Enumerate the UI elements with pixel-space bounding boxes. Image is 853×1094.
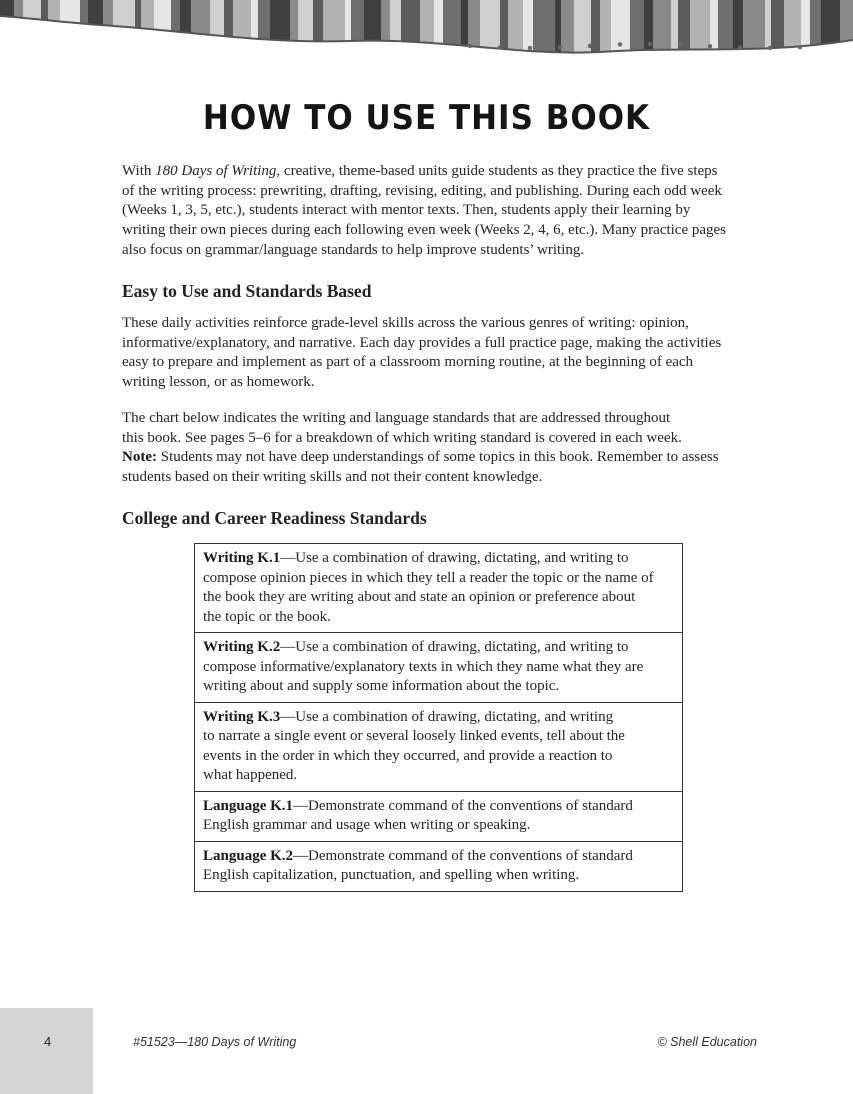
- standard-line: Writing K.3—Use a combination of drawing, dictating, and writing: [203, 708, 614, 725]
- banner-dot: [618, 42, 622, 46]
- intro-line: of the writing process: prewriting, drafting, revising, editing, and publishing. During each odd week: [122, 182, 722, 199]
- standard-line: to narrate a single event or several loosely linked events, tell about the: [203, 728, 625, 744]
- paragraph-line: writing lesson, or as homework.: [122, 374, 315, 391]
- section-heading-standards: College and Career Readiness Standards: [122, 508, 427, 528]
- standard-label: Language K.2: [203, 847, 294, 864]
- note-line: Note: Students may not have deep understandings of some topics in this book. Remember to assess: [122, 449, 719, 466]
- easy-to-use-paragraph: [122, 314, 762, 393]
- intro-line: (Weeks 1, 3, 5, etc.), students interact with mentor texts. Then, students apply their learning by: [122, 202, 691, 219]
- paragraph-line: These daily activities reinforce grade-level skills across the various genres of writing: opinion,: [122, 315, 689, 331]
- banner-dot: [558, 45, 562, 49]
- banner-dot: [798, 45, 802, 49]
- standard-row: [195, 632, 682, 702]
- footer-publisher: © Shell Education: [657, 1035, 757, 1049]
- paragraph-line: easy to prepare and implement as part of a classroom morning routine, at the beginning of each: [122, 354, 694, 371]
- standard-line: Writing K.2—Use a combination of drawing, dictating, and writing to: [203, 639, 629, 655]
- standard-line: English capitalization, punctuation, and spelling when writing.: [203, 867, 580, 883]
- paragraph-line: students based on their writing skills and not their content knowledge.: [122, 469, 543, 486]
- standard-line: Writing K.1—Use a combination of drawing, dictating, and writing to: [203, 550, 629, 566]
- standard-row: [195, 841, 682, 891]
- standard-line: the topic or the book.: [203, 608, 331, 625]
- standard-line: what happened.: [203, 767, 298, 783]
- standard-row: [195, 702, 682, 791]
- banner-stripe: [591, 0, 600, 60]
- page-title: HOW TO USE THIS BOOK: [202, 98, 651, 138]
- standard-label: Writing K.1: [203, 550, 281, 566]
- standard-line: writing about and supply some information about the topic.: [203, 678, 560, 694]
- intro-line: writing their own pieces during each following even week (Weeks 2, 4, 6, etc.). Many practice pages: [122, 222, 726, 239]
- banner-dot: [528, 46, 532, 50]
- standard-line: Language K.2—Demonstrate command of the conventions of standard: [203, 847, 633, 864]
- banner-dot: [468, 44, 472, 48]
- standard-line: English grammar and usage when writing or speaking.: [203, 817, 531, 833]
- banner-stripe: [574, 0, 591, 60]
- banner-stripe: [555, 0, 561, 60]
- chart-description-paragraph: [122, 409, 762, 488]
- intro-line: With 180 Days of Writing, creative, theme-based units guide students as they practice the five steps: [122, 163, 718, 179]
- standards-table: [194, 543, 683, 892]
- banner-dot: [678, 43, 682, 47]
- paragraph-line: The chart below indicates the writing and language standards that are addressed throughout: [122, 410, 671, 426]
- intro-line: also focus on grammar/language standards to help improve students’ writing.: [122, 241, 585, 258]
- standard-line: events in the order in which they occurred, and provide a reaction to: [203, 747, 613, 764]
- banner-dot: [588, 44, 592, 48]
- note-label: Note:: [122, 449, 157, 466]
- standard-label: Writing K.2: [203, 639, 281, 655]
- banner-stripe: [561, 0, 574, 60]
- section-heading-easy-to-use: Easy to Use and Standards Based: [122, 281, 372, 301]
- standard-label: Language K.1: [203, 797, 294, 814]
- standard-label: Writing K.3: [203, 708, 281, 725]
- footer-book-title: #51523—180 Days of Writing: [133, 1035, 297, 1049]
- page-number: 4: [44, 1034, 52, 1049]
- standard-row: [195, 791, 682, 841]
- standard-line: the book they are writing about and state an opinion or preference about: [203, 589, 636, 605]
- banner-dot: [768, 46, 772, 50]
- standard-line: compose opinion pieces in which they tell a reader the topic or the name of: [203, 569, 654, 586]
- banner-dot: [498, 45, 502, 49]
- standard-row: [195, 544, 682, 632]
- book-title-emphasis: 180 Days of Writing,: [155, 163, 281, 179]
- banner-dot: [648, 42, 652, 46]
- paragraph-line: this book. See pages 5–6 for a breakdown of which writing standard is covered in each week.: [122, 429, 682, 446]
- banner-dot: [708, 44, 712, 48]
- intro-paragraph: [122, 162, 762, 261]
- page-number-tab: [0, 1008, 93, 1094]
- standard-line: compose informative/explanatory texts in which they name what they are: [203, 658, 644, 675]
- standard-line: Language K.1—Demonstrate command of the conventions of standard: [203, 797, 633, 814]
- banner-dot: [738, 45, 742, 49]
- paragraph-line: informative/explanatory, and narrative. Each day provides a full practice page, making the activities: [122, 334, 722, 351]
- decorative-header-banner: [0, 0, 853, 60]
